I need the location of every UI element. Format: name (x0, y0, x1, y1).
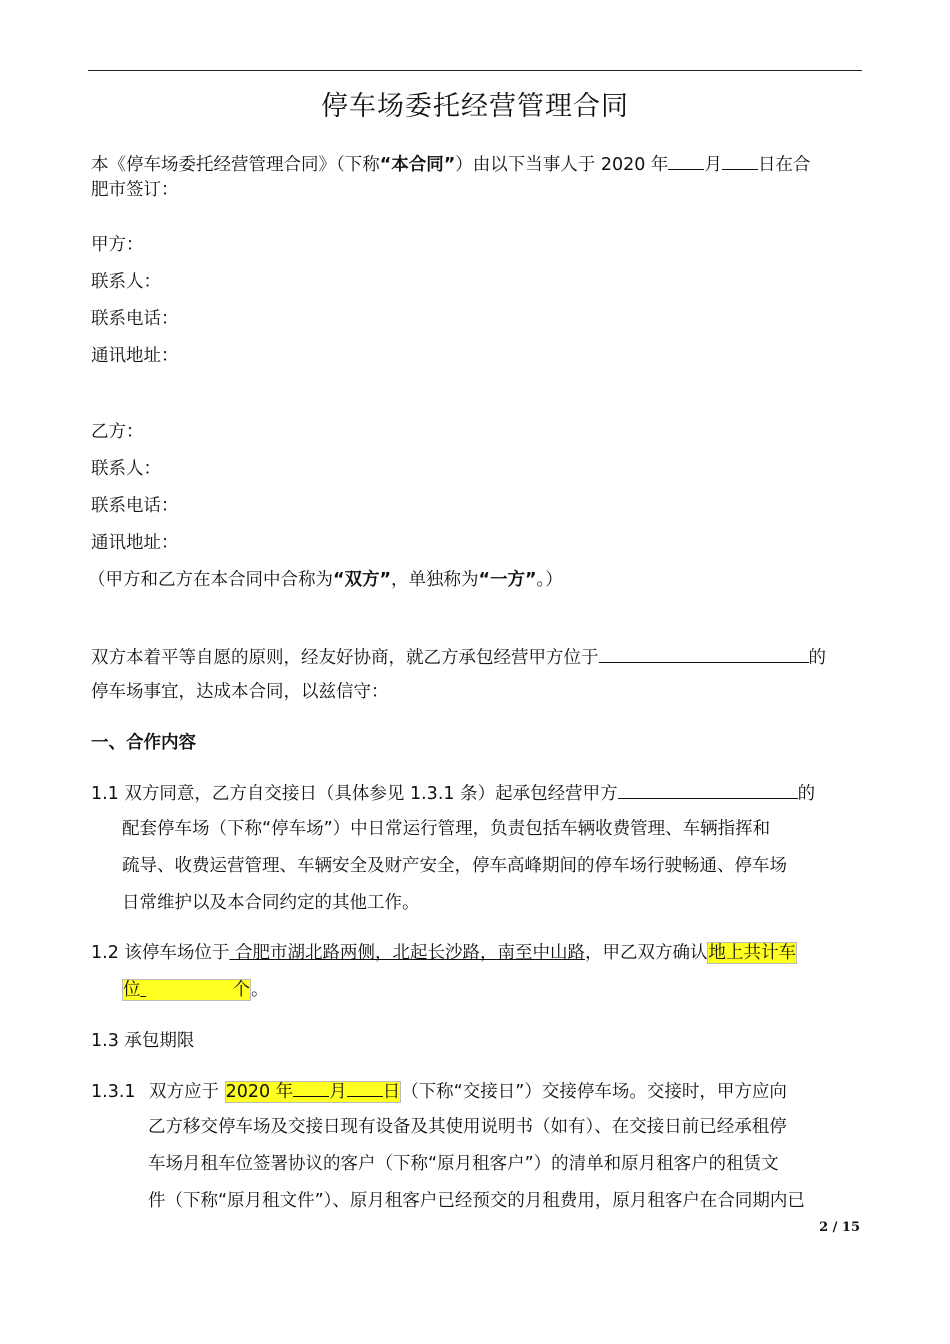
handover-day-label: 日 (382, 1082, 401, 1102)
party-a-address: 通讯地址： (91, 346, 179, 366)
intro-text-a: 本《停车场委托经营管理合同》（下称 (91, 155, 380, 175)
note-text-c: ，单独称为 (391, 570, 479, 590)
handover-day-blank[interactable] (347, 1078, 383, 1097)
parking-count-highlight-cont (122, 979, 251, 1001)
clause-1-1-blank[interactable] (618, 780, 798, 799)
note-term-one: “一方” (478, 570, 537, 590)
clause-1-1-text-b: 的 (797, 784, 816, 804)
clause-1-3-number: 1.3 (91, 1031, 119, 1051)
clause-1-1-number: 1.1 (91, 784, 119, 804)
clause-1-2-line-1 (91, 941, 797, 965)
clause-1-3-text: 承包期限 (124, 1031, 195, 1051)
clause-1-3-1-text-e: （下称“交接日”）交接停车场。交接时，甲方应向 (401, 1082, 787, 1102)
parking-count-highlight: 地上共计车 (708, 943, 796, 963)
note-term-both: “双方” (333, 570, 392, 590)
intro-text-e: 日在合 (757, 155, 811, 175)
handover-month-label: 月 (329, 1082, 347, 1102)
clause-1-2-line-2 (122, 978, 269, 1002)
clause-1-3-1-number: 1.3.1 (91, 1082, 136, 1102)
month-blank[interactable] (668, 151, 704, 170)
intro-line-2: 肥市签订： (91, 180, 179, 200)
note-text-e: 。） (536, 570, 563, 590)
preamble-text-a: 双方本着平等自愿的原则，经友好协商，就乙方承包经营甲方位于 (91, 648, 599, 668)
preamble-line-1 (91, 644, 826, 670)
clause-1-2-text-end: 。 (251, 980, 269, 1000)
parking-location: 合肥市湖北路两侧，北起长沙路，南至中山路 (229, 943, 585, 963)
party-b-contact: 联系人： (91, 459, 161, 479)
preamble-text-b: 的 (808, 648, 826, 668)
party-a-name: 甲方： (91, 235, 144, 255)
clause-1-1-line-3: 疏导、收费运营管理、车辆安全及财产安全，停车高峰期间的停车场行驶畅通、停车场 (122, 856, 787, 876)
clause-1-2-text-c: ，甲乙双方确认 (584, 943, 708, 963)
clause-1-1-line-1 (91, 780, 815, 806)
preamble-line-2: 停车场事宜，达成本合同，以兹信守： (91, 682, 389, 702)
clause-1-3-1-line-1 (91, 1078, 787, 1104)
intro-text-c: ）由以下当事人于 2020 年 (455, 155, 669, 175)
intro-defined-term: “本合同” (379, 155, 456, 175)
handover-month-blank[interactable] (293, 1078, 329, 1097)
location-blank[interactable] (599, 644, 809, 663)
page-number: 2 / 15 (819, 1220, 860, 1235)
parties-note (88, 568, 563, 592)
clause-1-1-text-a: 双方同意，乙方自交接日（具体参见 1.3.1 条）起承包经营甲方 (124, 784, 618, 804)
clause-1-2-number: 1.2 (91, 943, 119, 963)
clause-1-3-1-line-2: 乙方移交停车场及交接日现有设备及其使用说明书（如有）、在交接日前已经承租停 (148, 1117, 787, 1137)
intro-line-1 (91, 151, 810, 177)
clause-1-2-text-wei: 位 (123, 980, 141, 1000)
parking-count-blank[interactable] (141, 978, 233, 1002)
handover-date-highlight (225, 1081, 402, 1103)
party-b-phone: 联系电话： (91, 496, 179, 516)
section-1-heading: 一、合作内容 (91, 733, 196, 753)
clause-1-3 (91, 1029, 194, 1053)
party-b-address: 通讯地址： (91, 533, 179, 553)
clause-1-2-text-a: 该停车场位于 (124, 943, 230, 963)
day-blank[interactable] (722, 151, 758, 170)
clause-1-2-text-ge: 个 (232, 980, 250, 1000)
header-rule (88, 70, 862, 71)
note-text-a: （甲方和乙方在本合同中合称为 (88, 570, 333, 590)
page-title: 停车场委托经营管理合同 (321, 91, 629, 122)
clause-1-1-line-4: 日常维护以及本合同约定的其他工作。 (122, 893, 420, 913)
party-b-name: 乙方： (91, 422, 144, 442)
clause-1-3-1-line-4: 件（下称“原月租文件”）、原月租客户已经预交的月租费用，原月租客户在合同期内已 (148, 1191, 805, 1211)
party-a-contact: 联系人： (91, 272, 161, 292)
intro-text-d: 月 (704, 155, 722, 175)
clause-1-3-1-text-a: 双方应于 (149, 1082, 219, 1102)
party-a-phone: 联系电话： (91, 309, 179, 329)
clause-1-3-1-line-3: 车场月租车位签署协议的客户（下称“原月租客户”）的清单和原月租客户的租赁文 (148, 1154, 779, 1174)
handover-year: 2020 年 (225, 1082, 294, 1102)
clause-1-1-line-2: 配套停车场（下称“停车场”）中日常运行管理，负责包括车辆收费管理、车辆指挥和 (122, 819, 771, 839)
